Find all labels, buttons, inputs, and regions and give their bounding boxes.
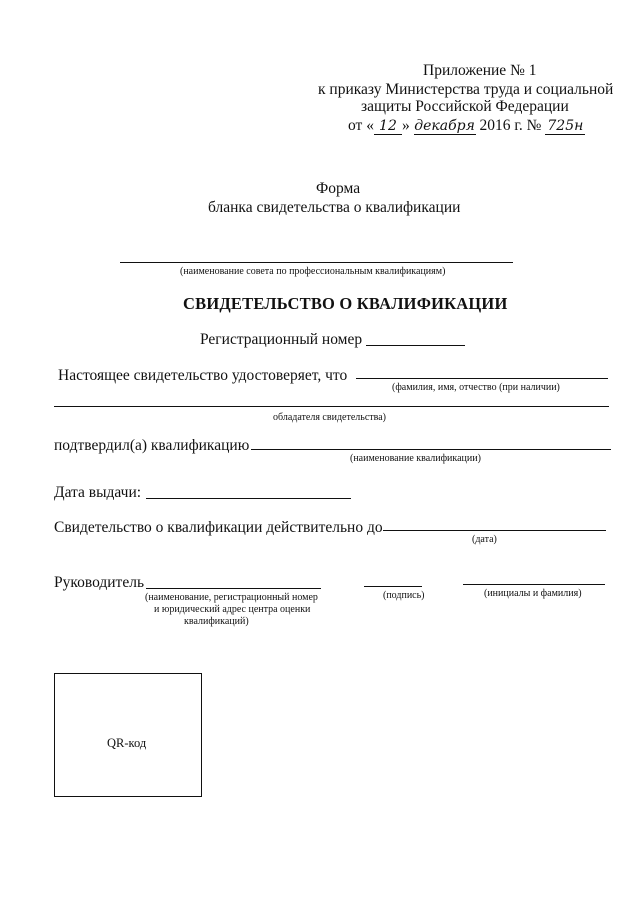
appendix-date-line	[348, 117, 585, 135]
issue-date-label: Дата выдачи:	[54, 484, 142, 501]
head-name-line	[463, 584, 605, 585]
date-mid: »	[401, 117, 410, 134]
form-title: Форма	[316, 180, 361, 197]
reg-number-label: Регистрационный номер	[200, 331, 363, 348]
head-org-line	[146, 588, 321, 589]
holder-name-line-1	[356, 378, 608, 379]
valid-until-line	[383, 530, 606, 531]
qr-code-box	[54, 673, 202, 797]
appendix-number: Приложение № 1	[423, 62, 537, 79]
date-prefix: от «	[348, 117, 374, 134]
head-name-caption: (инициалы и фамилия)	[484, 588, 582, 599]
head-org-caption-3: квалификаций)	[184, 616, 249, 627]
head-signature-line	[364, 586, 422, 587]
reg-number-field	[366, 345, 465, 346]
holder-caption-2: обладателя свидетельства)	[273, 412, 386, 423]
holder-caption-1: (фамилия, имя, отчество (при наличии)	[392, 382, 560, 393]
valid-until-caption: (дата)	[472, 534, 497, 545]
council-name-line	[120, 262, 513, 263]
date-month: декабря	[414, 118, 475, 134]
valid-until-label: Свидетельство о квалификации действительно до	[54, 519, 383, 536]
head-org-caption-2: и юридический адрес центра оценки	[154, 604, 311, 615]
qualification-caption: (наименование квалификации)	[350, 453, 481, 464]
head-signature-caption: (подпись)	[383, 590, 425, 601]
head-org-caption-1: (наименование, регистрационный номер	[145, 592, 318, 603]
appendix-ministry: защиты Российской Федерации	[361, 98, 569, 115]
certifies-label: Настоящее свидетельство удостоверяет, что	[58, 367, 348, 384]
form-subtitle: бланка свидетельства о квалификации	[208, 199, 461, 216]
date-day: 12	[374, 118, 402, 135]
qualification-label: подтвердил(а) квалификацию	[54, 437, 250, 454]
appendix-order-ref: к приказу Министерства труда и социальной	[318, 81, 614, 98]
date-year: 2016 г. №	[479, 117, 542, 134]
issue-date-line	[146, 498, 351, 499]
certificate-title: СВИДЕТЕЛЬСТВО О КВАЛИФИКАЦИИ	[183, 294, 508, 313]
qualification-line	[251, 449, 611, 450]
order-number: 725н	[545, 118, 585, 135]
qr-label: QR-код	[107, 736, 147, 750]
head-label: Руководитель	[54, 574, 145, 591]
holder-name-line-2	[54, 406, 609, 407]
council-caption: (наименование совета по профессиональным квалификациям)	[180, 266, 446, 277]
